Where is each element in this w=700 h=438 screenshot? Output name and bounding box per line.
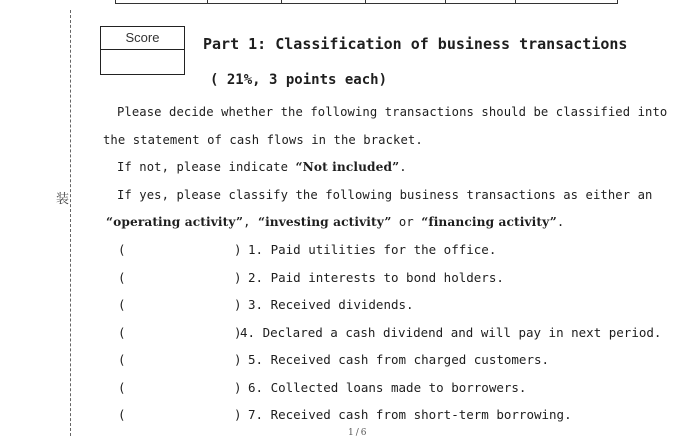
instruction-line-5: [106, 215, 564, 229]
transaction-text: 7. Received cash from short-term borrowing.: [248, 407, 572, 422]
instruction-line-2: the statement of cash flows in the bracket.: [103, 133, 423, 147]
instruction-line-4: If yes, please classify the following business transactions as either an: [117, 188, 653, 202]
binding-line: [70, 10, 71, 436]
answer-bracket-close: ): [234, 242, 242, 257]
section-subtitle: ( 21%, 3 points each): [210, 72, 388, 88]
separator-or: or: [391, 215, 422, 229]
answer-bracket-open[interactable]: (: [118, 270, 126, 285]
page-number: 1/6: [348, 428, 369, 438]
binding-mark: 装: [56, 192, 70, 207]
transaction-item: [118, 380, 678, 398]
answer-bracket-open[interactable]: (: [118, 407, 126, 422]
answer-bracket-close: ): [234, 325, 242, 340]
score-value-cell: [101, 50, 184, 75]
transaction-item: [118, 352, 678, 370]
not-included-term: “Not included”: [295, 160, 400, 174]
instruction-line-3: [117, 160, 407, 174]
line-5-end: .: [556, 215, 565, 229]
transaction-item: [118, 270, 678, 288]
separator-comma: ,: [243, 215, 258, 229]
answer-bracket-close: ): [234, 352, 242, 367]
operating-activity-term: “operating activity”: [106, 215, 244, 229]
financing-activity-term: “financing activity”: [421, 215, 557, 229]
score-box: [100, 26, 185, 75]
transaction-text: 3. Received dividends.: [248, 297, 414, 312]
section-title: Part 1: Classification of business transactions: [203, 35, 628, 53]
answer-bracket-close: ): [234, 380, 242, 395]
instruction-line-3-suffix: .: [399, 160, 407, 174]
top-table-border: [115, 0, 618, 4]
instruction-line-3-prefix: If not, please indicate: [117, 160, 296, 174]
transaction-text: 6. Collected loans made to borrowers.: [248, 380, 527, 395]
transaction-text: 2. Paid interests to bond holders.: [248, 270, 504, 285]
answer-bracket-close: ): [234, 270, 242, 285]
investing-activity-term: “investing activity”: [257, 215, 392, 229]
instruction-line-1: Please decide whether the following transactions should be classified into: [117, 105, 668, 119]
answer-bracket-open[interactable]: (: [118, 325, 126, 340]
answer-bracket-open[interactable]: (: [118, 242, 126, 257]
transaction-text: 1. Paid utilities for the office.: [248, 242, 497, 257]
transaction-item: [118, 297, 678, 315]
answer-bracket-open[interactable]: (: [118, 297, 126, 312]
transaction-text: 4. Declared a cash dividend and will pay in next period.: [240, 325, 662, 340]
answer-bracket-open[interactable]: (: [118, 380, 126, 395]
transaction-item: [118, 407, 678, 425]
answer-bracket-close: ): [234, 297, 242, 312]
answer-bracket-close: ): [234, 407, 242, 422]
score-label: Score: [101, 27, 184, 50]
transaction-text: 5. Received cash from charged customers.: [248, 352, 550, 367]
answer-bracket-open[interactable]: (: [118, 352, 126, 367]
transaction-item: [118, 242, 678, 260]
transaction-item: [118, 325, 678, 343]
